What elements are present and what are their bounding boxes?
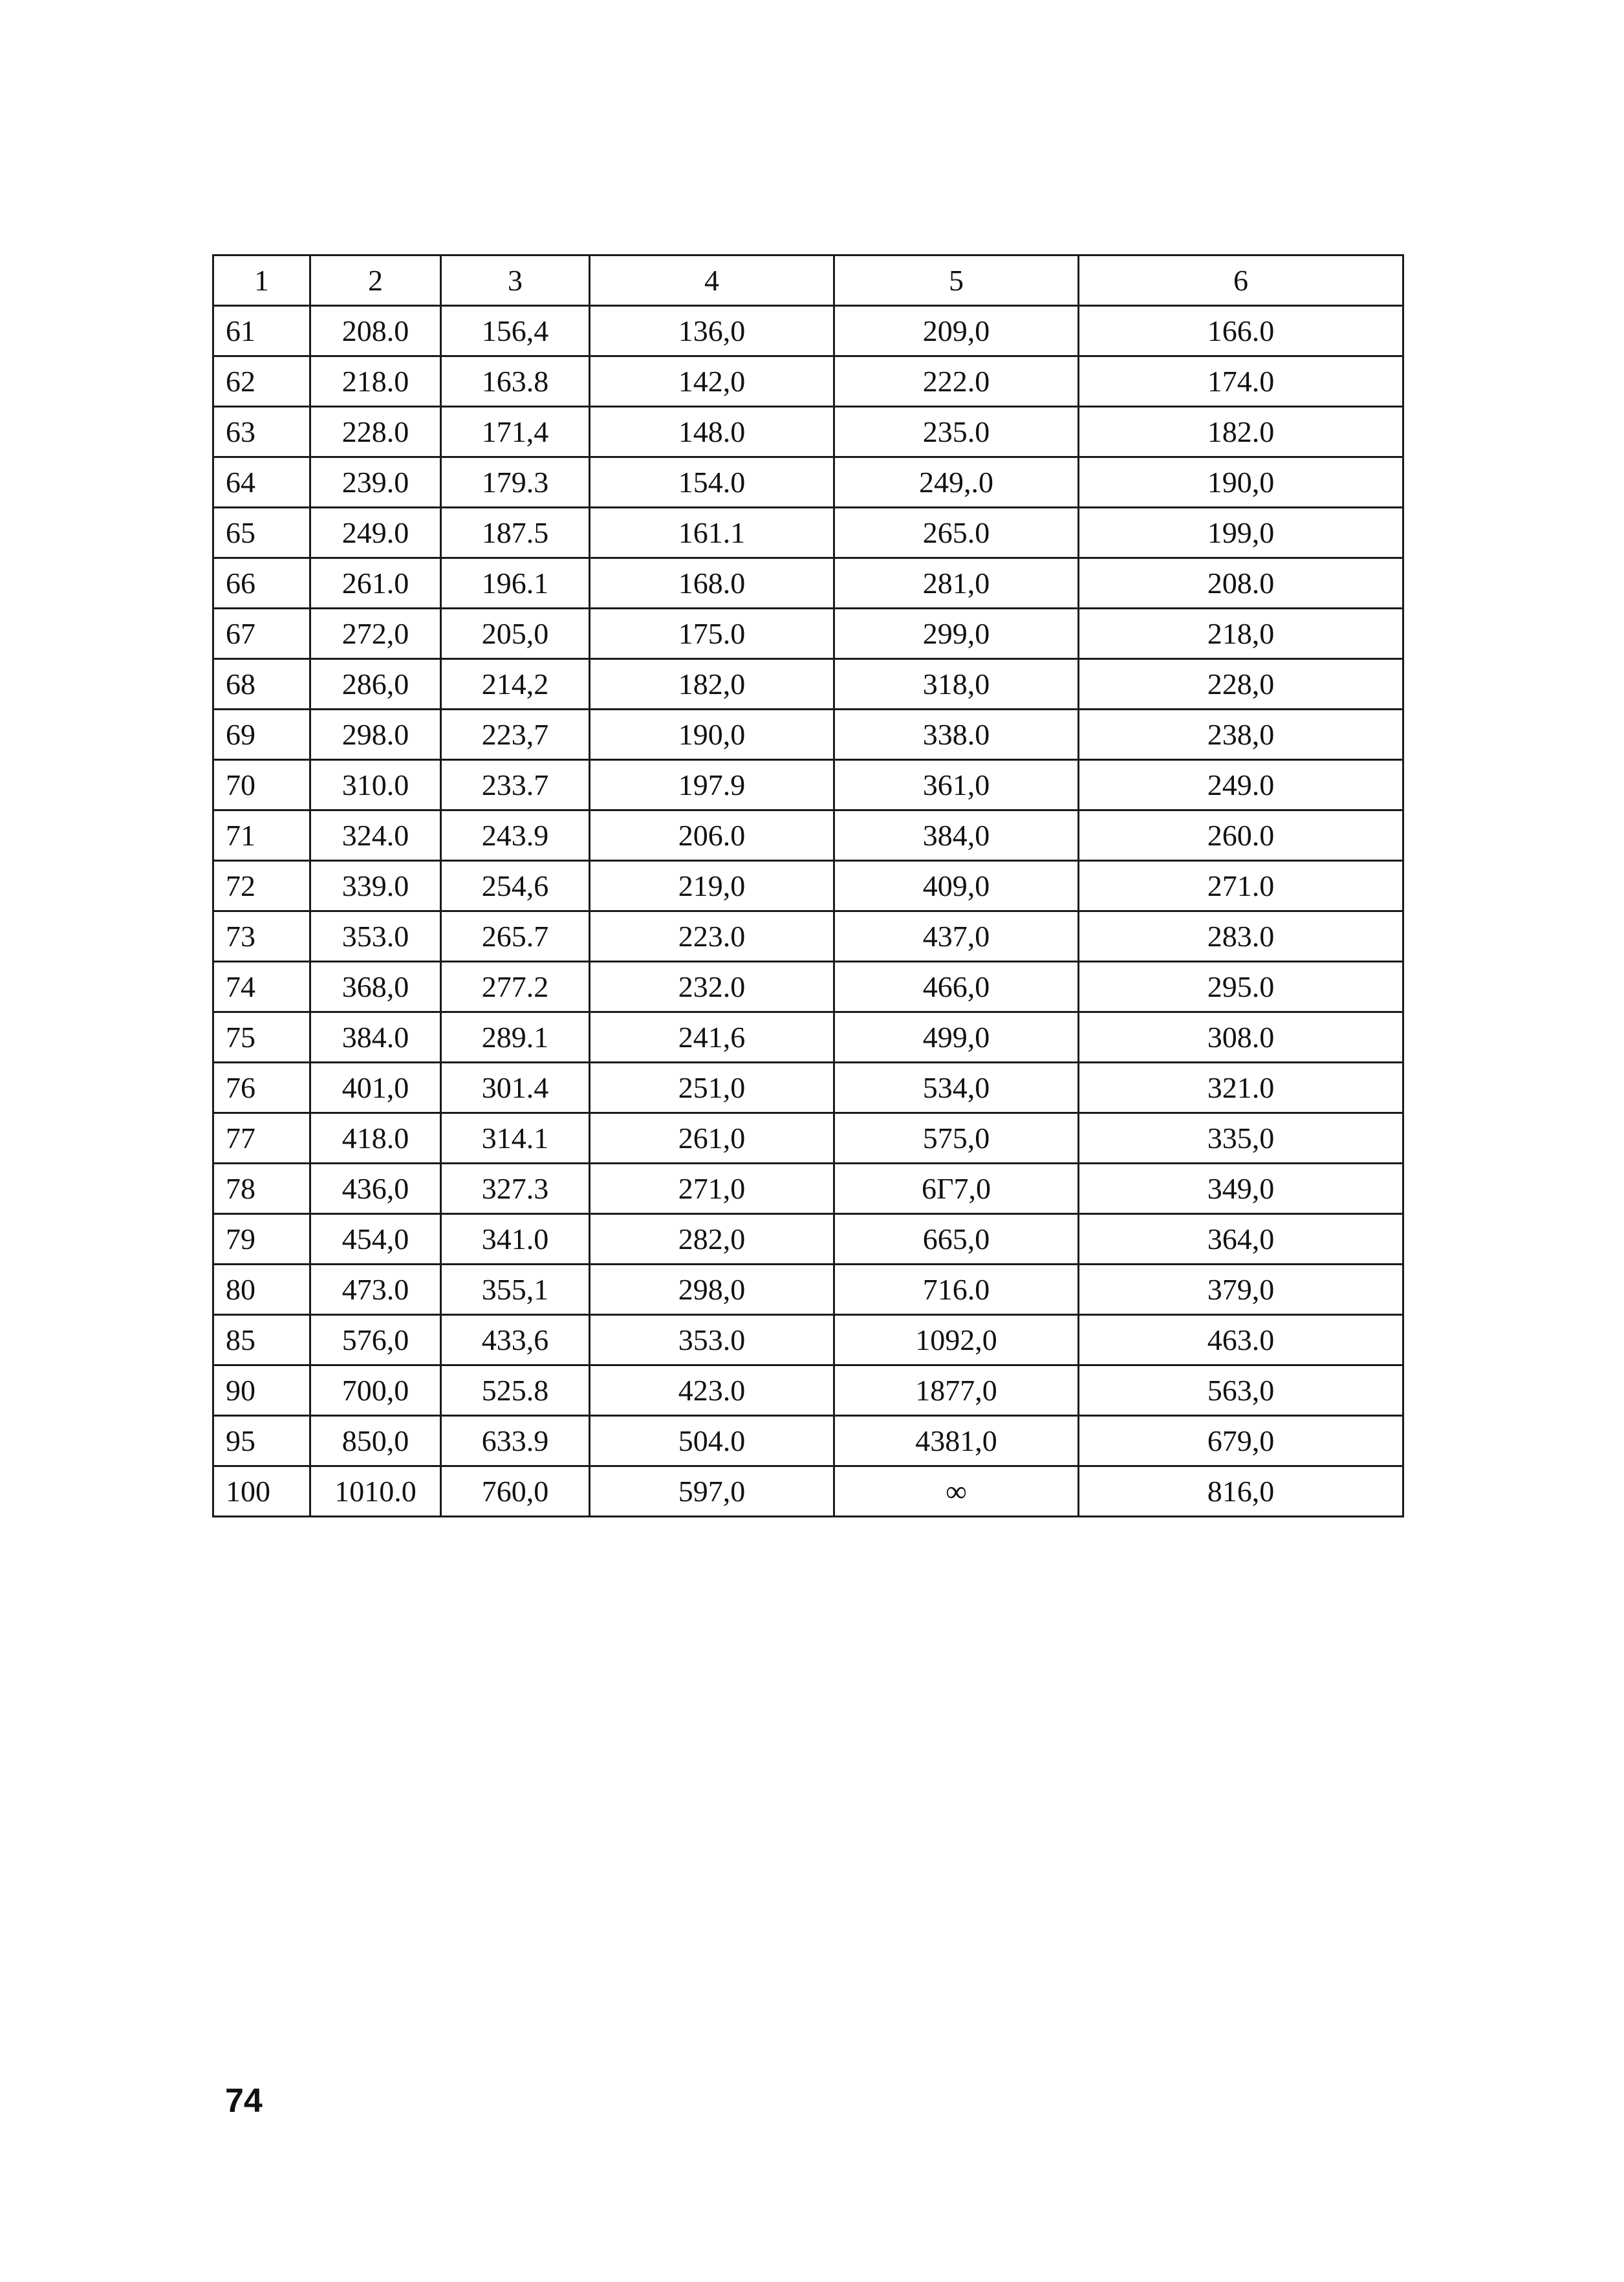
table-cell: 298,0 <box>590 1265 834 1315</box>
table-cell: 251,0 <box>590 1063 834 1113</box>
table-cell: 433,6 <box>441 1315 590 1365</box>
table-cell: 239.0 <box>310 457 441 508</box>
table-cell: 205,0 <box>441 609 590 659</box>
table-cell: 576,0 <box>310 1315 441 1365</box>
table-cell: 364,0 <box>1079 1214 1403 1265</box>
table-cell: 1877,0 <box>834 1365 1079 1416</box>
table-cell: 353.0 <box>310 911 441 962</box>
table-cell: 174.0 <box>1079 356 1403 407</box>
table-cell: 62 <box>213 356 310 407</box>
table-cell: 241,6 <box>590 1012 834 1063</box>
table-cell: 72 <box>213 861 310 911</box>
table-row <box>213 1466 1403 1517</box>
table-cell: 499,0 <box>834 1012 1079 1063</box>
table-cell: 232.0 <box>590 962 834 1012</box>
table-cell: 401,0 <box>310 1063 441 1113</box>
table-cell: 208.0 <box>310 306 441 356</box>
table-cell: 197.9 <box>590 760 834 810</box>
table-cell: 222.0 <box>834 356 1079 407</box>
table-cell: 66 <box>213 558 310 609</box>
table-cell: 816,0 <box>1079 1466 1403 1517</box>
column-header-cell: 4 <box>590 255 834 306</box>
table-cell: 223.0 <box>590 911 834 962</box>
table-cell: 154.0 <box>590 457 834 508</box>
table-cell: 163.8 <box>441 356 590 407</box>
table-row <box>213 810 1403 861</box>
table-cell: 463.0 <box>1079 1315 1403 1365</box>
table-cell: 68 <box>213 659 310 710</box>
table-cell: 339.0 <box>310 861 441 911</box>
table-cell: 1092,0 <box>834 1315 1079 1365</box>
table-cell: 454,0 <box>310 1214 441 1265</box>
table-cell: 90 <box>213 1365 310 1416</box>
column-header-cell: 3 <box>441 255 590 306</box>
table-row <box>213 1265 1403 1315</box>
table-cell: 182,0 <box>590 659 834 710</box>
table-cell: 76 <box>213 1063 310 1113</box>
table-cell: 379,0 <box>1079 1265 1403 1315</box>
table-cell: 67 <box>213 609 310 659</box>
page-number: 74 <box>225 2082 263 2120</box>
table-cell: 716.0 <box>834 1265 1079 1315</box>
table-cell: 161.1 <box>590 508 834 558</box>
table-cell: 6Г7,0 <box>834 1164 1079 1214</box>
table-cell: 74 <box>213 962 310 1012</box>
table-cell: 289.1 <box>441 1012 590 1063</box>
table-cell: 473.0 <box>310 1265 441 1315</box>
table-cell: 341.0 <box>441 1214 590 1265</box>
table-cell: 187.5 <box>441 508 590 558</box>
table-cell: 136,0 <box>590 306 834 356</box>
table-cell: 80 <box>213 1265 310 1315</box>
table-cell: 206.0 <box>590 810 834 861</box>
table-row <box>213 1365 1403 1416</box>
table-cell: 335,0 <box>1079 1113 1403 1164</box>
table-cell: 214,2 <box>441 659 590 710</box>
table-cell: 327.3 <box>441 1164 590 1214</box>
table-cell: 563,0 <box>1079 1365 1403 1416</box>
table-cell: 70 <box>213 760 310 810</box>
table-cell: 228,0 <box>1079 659 1403 710</box>
table-cell: 321.0 <box>1079 1063 1403 1113</box>
table-cell: 209,0 <box>834 306 1079 356</box>
table-cell: 418.0 <box>310 1113 441 1164</box>
table-cell: 218.0 <box>310 356 441 407</box>
table-cell: 361,0 <box>834 760 1079 810</box>
table-cell: 436,0 <box>310 1164 441 1214</box>
table-cell: 254,6 <box>441 861 590 911</box>
table-cell: 423.0 <box>590 1365 834 1416</box>
data-table <box>212 254 1404 1517</box>
table-cell: 355,1 <box>441 1265 590 1315</box>
table-cell: 261.0 <box>310 558 441 609</box>
table-cell: 78 <box>213 1164 310 1214</box>
table-cell: 175.0 <box>590 609 834 659</box>
table-cell: 168.0 <box>590 558 834 609</box>
table-cell: 760,0 <box>441 1466 590 1517</box>
table-cell: ∞ <box>834 1466 1079 1517</box>
table-cell: 190,0 <box>1079 457 1403 508</box>
table-row <box>213 356 1403 407</box>
table-row <box>213 1113 1403 1164</box>
table-row <box>213 407 1403 457</box>
table-cell: 272,0 <box>310 609 441 659</box>
table-cell: 700,0 <box>310 1365 441 1416</box>
table-cell: 633.9 <box>441 1416 590 1466</box>
table-cell: 384.0 <box>310 1012 441 1063</box>
table-cell: 65 <box>213 508 310 558</box>
table-cell: 171,4 <box>441 407 590 457</box>
table-cell: 353.0 <box>590 1315 834 1365</box>
table-cell: 100 <box>213 1466 310 1517</box>
table-cell: 73 <box>213 911 310 962</box>
table-cell: 4381,0 <box>834 1416 1079 1466</box>
table-row <box>213 558 1403 609</box>
table-row <box>213 710 1403 760</box>
table-cell: 679,0 <box>1079 1416 1403 1466</box>
column-header-cell: 1 <box>213 255 310 306</box>
table-cell: 238,0 <box>1079 710 1403 760</box>
table-cell: 77 <box>213 1113 310 1164</box>
table-row <box>213 1214 1403 1265</box>
table-cell: 504.0 <box>590 1416 834 1466</box>
table-cell: 534,0 <box>834 1063 1079 1113</box>
table-row <box>213 911 1403 962</box>
table-cell: 295.0 <box>1079 962 1403 1012</box>
table-cell: 308.0 <box>1079 1012 1403 1063</box>
table-cell: 260.0 <box>1079 810 1403 861</box>
table-cell: 69 <box>213 710 310 760</box>
table-cell: 148.0 <box>590 407 834 457</box>
table-cell: 235.0 <box>834 407 1079 457</box>
table-cell: 64 <box>213 457 310 508</box>
table-row <box>213 760 1403 810</box>
table-cell: 233.7 <box>441 760 590 810</box>
table-cell: 281,0 <box>834 558 1079 609</box>
column-header-cell: 6 <box>1079 255 1403 306</box>
table-cell: 71 <box>213 810 310 861</box>
table-cell: 196.1 <box>441 558 590 609</box>
table-cell: 199,0 <box>1079 508 1403 558</box>
table-cell: 95 <box>213 1416 310 1466</box>
table-cell: 243.9 <box>441 810 590 861</box>
table-cell: 265.0 <box>834 508 1079 558</box>
table-cell: 324.0 <box>310 810 441 861</box>
table-row <box>213 1315 1403 1365</box>
table-cell: 850,0 <box>310 1416 441 1466</box>
table-cell: 271,0 <box>590 1164 834 1214</box>
table-cell: 466,0 <box>834 962 1079 1012</box>
table-header-row <box>213 255 1403 306</box>
table-cell: 218,0 <box>1079 609 1403 659</box>
table-row <box>213 1063 1403 1113</box>
table-cell: 261,0 <box>590 1113 834 1164</box>
table-cell: 314.1 <box>441 1113 590 1164</box>
table-row <box>213 1416 1403 1466</box>
table-cell: 349,0 <box>1079 1164 1403 1214</box>
table-cell: 79 <box>213 1214 310 1265</box>
table-cell: 409,0 <box>834 861 1079 911</box>
table-cell: 75 <box>213 1012 310 1063</box>
table-cell: 182.0 <box>1079 407 1403 457</box>
table-cell: 665,0 <box>834 1214 1079 1265</box>
table-cell: 208.0 <box>1079 558 1403 609</box>
table-cell: 249.0 <box>310 508 441 558</box>
table-cell: 219,0 <box>590 861 834 911</box>
table-cell: 384,0 <box>834 810 1079 861</box>
table-row <box>213 962 1403 1012</box>
table-cell: 190,0 <box>590 710 834 760</box>
table-cell: 283.0 <box>1079 911 1403 962</box>
table-cell: 142,0 <box>590 356 834 407</box>
table-cell: 301.4 <box>441 1063 590 1113</box>
table-row <box>213 861 1403 911</box>
table-cell: 228.0 <box>310 407 441 457</box>
table-row <box>213 609 1403 659</box>
column-header-cell: 5 <box>834 255 1079 306</box>
table-row <box>213 659 1403 710</box>
table-cell: 249.0 <box>1079 760 1403 810</box>
table-row <box>213 508 1403 558</box>
table-cell: 179.3 <box>441 457 590 508</box>
table-cell: 525.8 <box>441 1365 590 1416</box>
table-cell: 166.0 <box>1079 306 1403 356</box>
table-row <box>213 1164 1403 1214</box>
table-row <box>213 457 1403 508</box>
table-cell: 597,0 <box>590 1466 834 1517</box>
table-cell: 437,0 <box>834 911 1079 962</box>
table-cell: 277.2 <box>441 962 590 1012</box>
table-cell: 368,0 <box>310 962 441 1012</box>
table-cell: 156,4 <box>441 306 590 356</box>
table-cell: 249,.0 <box>834 457 1079 508</box>
table-cell: 1010.0 <box>310 1466 441 1517</box>
table-cell: 61 <box>213 306 310 356</box>
table-row <box>213 306 1403 356</box>
table-row <box>213 1012 1403 1063</box>
table-cell: 318,0 <box>834 659 1079 710</box>
table-cell: 223,7 <box>441 710 590 760</box>
table-cell: 299,0 <box>834 609 1079 659</box>
table-cell: 282,0 <box>590 1214 834 1265</box>
table-cell: 310.0 <box>310 760 441 810</box>
table-cell: 265.7 <box>441 911 590 962</box>
column-header-cell: 2 <box>310 255 441 306</box>
table-cell: 271.0 <box>1079 861 1403 911</box>
table-cell: 338.0 <box>834 710 1079 760</box>
table-cell: 298.0 <box>310 710 441 760</box>
table-body <box>213 255 1403 1517</box>
table-cell: 286,0 <box>310 659 441 710</box>
table-cell: 63 <box>213 407 310 457</box>
table-cell: 85 <box>213 1315 310 1365</box>
table-cell: 575,0 <box>834 1113 1079 1164</box>
